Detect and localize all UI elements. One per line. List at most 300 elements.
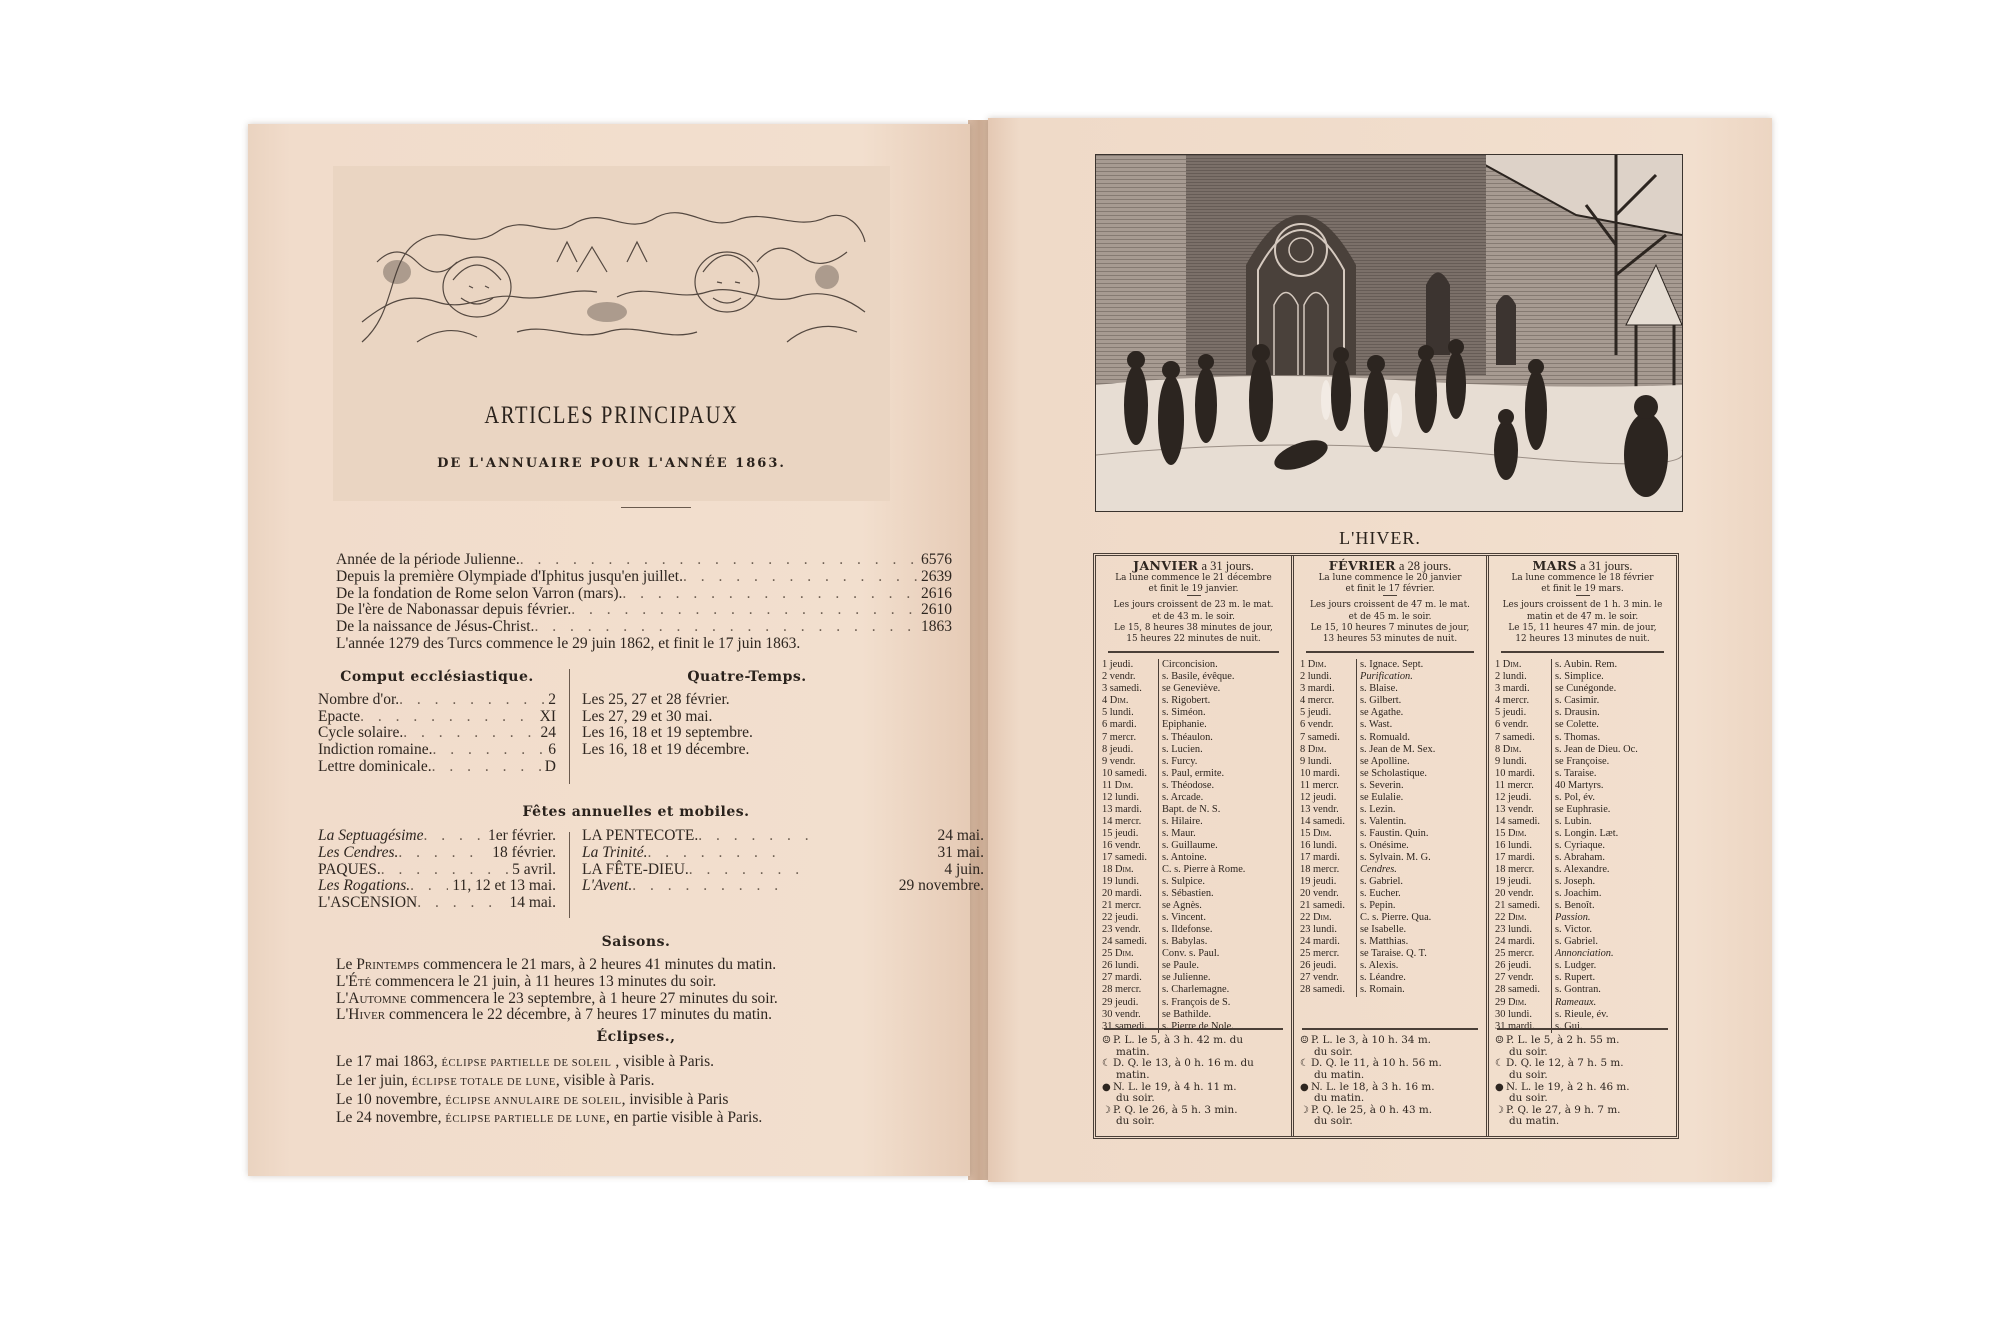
daylight-info: Les jours croissent de 47 m. le mat. et de 45 m. le soir. Le 15, 10 heures 7 minutes de jour, 13 heures 53 minutes de nuit. [1310, 599, 1470, 645]
day-row [1495, 756, 1670, 768]
day-row [1300, 912, 1480, 924]
day-saint: s. Drausin. [1555, 707, 1600, 719]
day-row [1300, 948, 1480, 960]
fete-row: Les Rogations. . . . 11, 12 et 13 mai. [318, 878, 556, 895]
chronology-row: De la naissance de Jésus-Christ. . . . 1863 [336, 619, 952, 636]
comput-row: Nombre d'or. . . . 2 [318, 692, 556, 709]
day-saint: s. Charlemagne. [1162, 984, 1230, 996]
day-row [1495, 780, 1670, 792]
day-date: 17 mardi. [1495, 851, 1535, 863]
day-list [1102, 659, 1285, 1032]
divider [621, 507, 691, 508]
quatre-temps-item: Les 16, 18 et 19 décembre. [582, 741, 750, 759]
eclipse-kind: ÉCLIPSE PARTIELLE DE SOLEIL [441, 1058, 612, 1069]
day-saint: se Paule. [1162, 960, 1199, 972]
moon-phase: ☺ P. L. le 3, à 10 h. 34 m. du soir. [1300, 1034, 1431, 1058]
day-date: 17 mardi. [1300, 851, 1340, 863]
day-saint: s. Cyriaque. [1555, 839, 1605, 851]
day-row [1495, 768, 1670, 780]
day-row [1495, 695, 1670, 707]
day-row [1102, 744, 1285, 756]
day-saint: s. Longin. Læt. [1555, 827, 1619, 839]
month-days-count: a 28 jours. [1398, 559, 1452, 573]
saison-line: Le Printemps commencera le 21 mars, à 2 heures 41 minutes du matin. [336, 956, 777, 973]
day-saint: s. Lubin. [1555, 815, 1592, 827]
day-row [1495, 960, 1670, 972]
day-row [1102, 936, 1285, 948]
chronology-row: Année de la période Julienne. . . . 6576 [336, 552, 952, 569]
eclipses-list [336, 1054, 952, 1129]
moon-phase: ☽ P. Q. le 26, à 5 h. 3 min. du soir. [1102, 1103, 1238, 1128]
day-saint: s. Faustin. Quin. [1360, 827, 1429, 839]
day-date: 19 jeudi. [1495, 876, 1532, 888]
day-date: 24 mardi. [1300, 936, 1340, 948]
day-date: 8 Dim. [1495, 743, 1522, 755]
day-date: 8 jeudi. [1102, 743, 1134, 755]
moon-phase: ● N. L. le 19, à 2 h. 46 m. du soir. [1495, 1080, 1630, 1105]
day-saint: s. Matthias. [1360, 936, 1409, 948]
day-date: 16 lundi. [1300, 839, 1337, 851]
day-date: 28 samedi. [1495, 984, 1541, 996]
day-saint: se Geneviève. [1162, 683, 1221, 695]
last-quarter-icon: ☾ [1495, 1058, 1504, 1070]
day-saint: 40 Martyrs. [1555, 779, 1604, 791]
day-saint: se Cunégonde. [1555, 683, 1617, 695]
day-date: 13 mardi. [1102, 803, 1142, 815]
comput-row: Lettre dominicale. . . . D [318, 759, 556, 776]
day-row [1300, 695, 1480, 707]
day-row [1495, 816, 1670, 828]
day-date: 8 Dim. [1300, 743, 1327, 755]
day-row [1102, 804, 1285, 816]
day-saint: s. Ludger. [1555, 960, 1597, 972]
new-moon-icon: ● [1300, 1081, 1309, 1093]
day-date: 21 samedi. [1495, 900, 1541, 912]
saison-line: L'Été commencera le 21 juin, à 11 heures 13 minutes du soir. [336, 972, 717, 990]
month-header [1300, 560, 1480, 572]
right-page [988, 118, 1772, 1182]
day-date: 1 Dim. [1300, 659, 1327, 671]
day-saint: s. Gui. [1555, 1020, 1583, 1032]
day-row [1300, 792, 1480, 804]
day-saint: s. Hilaire. [1162, 815, 1203, 827]
day-saint: Annonciation. [1555, 948, 1614, 960]
day-saint: se Colette. [1555, 719, 1599, 731]
moon-phases [1495, 1028, 1670, 1128]
season-name: Été [348, 972, 372, 990]
day-saint: s. Sulpice. [1162, 876, 1206, 888]
day-row [1495, 792, 1670, 804]
day-row [1495, 888, 1670, 900]
saison-line: L'Hiver commencera le 22 décembre, à 7 heures 17 minutes du matin. [336, 1006, 773, 1024]
day-saint: s. Jean de M. Sex. [1360, 743, 1436, 755]
day-row [1102, 912, 1285, 924]
moon-info: La lune commence le 21 décembre et finit le 19 janvier. [1115, 572, 1272, 595]
day-saint: se Apolline. [1360, 755, 1410, 767]
day-saint: se Scholastique. [1360, 767, 1427, 779]
day-saint: s. Gabriel. [1360, 876, 1403, 888]
day-date: 3 mardi. [1495, 683, 1530, 695]
day-saint: Cendres. [1360, 864, 1397, 876]
day-saint: s. Arcade. [1162, 791, 1204, 803]
day-date: 17 samedi. [1102, 851, 1148, 863]
day-date: 13 vendr. [1300, 803, 1339, 815]
day-row [1102, 840, 1285, 852]
day-row [1495, 912, 1670, 924]
day-saint: s. Théodose. [1162, 779, 1215, 791]
day-row [1300, 960, 1480, 972]
eclipse-kind: ÉCLIPSE ANNULAIRE DE SOLEIL [445, 1095, 622, 1107]
day-saint: s. Wast. [1360, 719, 1393, 731]
day-saint: s. Vincent. [1162, 912, 1206, 924]
day-row [1495, 948, 1670, 960]
day-date: 30 lundi. [1495, 1008, 1532, 1020]
eclipse-line: Le 10 novembre, ÉCLIPSE ANNULAIRE DE SOLEIL, invisible à Paris [336, 1090, 729, 1108]
comput-heading: Comput ecclésiastique. [340, 669, 534, 685]
month-column-fevrier [1291, 556, 1486, 1136]
day-date: 11 Dim. [1102, 779, 1134, 791]
day-saint: s. Alexandre. [1555, 864, 1610, 876]
day-saint: s. Gabriel. [1555, 936, 1598, 948]
book-gutter [968, 120, 990, 1180]
day-row [1102, 732, 1285, 744]
day-saint: s. Gilbert. [1360, 695, 1402, 707]
day-date: 29 Dim. [1495, 996, 1527, 1008]
day-row [1495, 876, 1670, 888]
day-saint: s. Lezin. [1360, 803, 1396, 815]
first-quarter-icon: ☽ [1300, 1104, 1309, 1116]
moon-phase: ☾ D. Q. le 11, à 10 h. 56 m. du matin. [1300, 1057, 1442, 1082]
day-date: 27 mardi. [1102, 972, 1142, 984]
day-saint: s. Babylas. [1162, 936, 1208, 948]
day-date: 7 samedi. [1495, 731, 1535, 743]
day-row [1495, 659, 1670, 671]
day-row [1102, 792, 1285, 804]
day-date: 14 mercr. [1102, 815, 1142, 827]
day-date: 24 samedi. [1102, 936, 1148, 948]
day-date: 1 Dim. [1495, 659, 1522, 671]
day-date: 15 jeudi. [1102, 827, 1139, 839]
day-date: 22 jeudi. [1102, 912, 1139, 924]
day-date: 4 mercr. [1300, 695, 1335, 707]
day-row [1300, 828, 1480, 840]
day-row [1495, 719, 1670, 731]
day-row [1102, 768, 1285, 780]
season-name: Hiver [348, 1006, 386, 1024]
day-date: 26 lundi. [1102, 960, 1139, 972]
moon-phases [1102, 1028, 1285, 1128]
last-quarter-icon: ☾ [1300, 1058, 1309, 1070]
day-row [1102, 876, 1285, 888]
day-date: 6 vendr. [1300, 719, 1334, 731]
day-saint: s. Furcy. [1162, 755, 1198, 767]
day-row [1102, 997, 1285, 1009]
day-row [1300, 924, 1480, 936]
day-saint: s. Sylvain. M. G. [1360, 851, 1431, 863]
day-row [1300, 780, 1480, 792]
saisons-heading: Saisons. [601, 934, 671, 950]
day-saint: s. Romuald. [1360, 731, 1410, 743]
column-divider [569, 832, 570, 918]
first-quarter-icon: ☽ [1102, 1104, 1111, 1116]
day-date: 22 Dim. [1300, 912, 1332, 924]
day-saint: s. Onésime. [1360, 839, 1409, 851]
day-row [1300, 744, 1480, 756]
day-row [1102, 780, 1285, 792]
eclipse-kind: ÉCLIPSE PARTIELLE DE LUNE [445, 1114, 607, 1126]
day-row [1102, 828, 1285, 840]
full-moon-icon: ☺ [1300, 1035, 1309, 1047]
day-saint: s. Pepin. [1360, 900, 1396, 912]
day-date: 20 vendr. [1495, 888, 1534, 900]
day-row [1102, 707, 1285, 719]
day-date: 28 mercr. [1102, 984, 1142, 996]
day-saint: Circoncision. [1162, 659, 1218, 671]
quatre-temps-item: Les 16, 18 et 19 septembre. [582, 724, 753, 742]
day-row [1495, 936, 1670, 948]
day-saint: s. Guillaume. [1162, 839, 1218, 851]
day-row [1300, 984, 1480, 996]
day-date: 10 mardi. [1300, 767, 1340, 779]
month-header [1495, 560, 1670, 572]
day-date: 21 samedi. [1300, 900, 1346, 912]
day-date: 19 lundi. [1102, 876, 1139, 888]
day-saint: Conv. s. Paul. [1162, 948, 1220, 960]
day-saint: se Euphrasie. [1555, 803, 1611, 815]
eclipse-line: Le 17 mai 1863, ÉCLIPSE PARTIELLE DE SOLEIL , visible à Paris. [336, 1053, 714, 1070]
quatre-temps-item: Les 25, 27 et 28 février. [582, 690, 730, 708]
fete-row: La Trinité. . . . 31 mai. [582, 845, 984, 862]
day-saint: s. Lucien. [1162, 743, 1203, 755]
day-row [1102, 719, 1285, 731]
day-date: 1 jeudi. [1102, 659, 1134, 671]
day-row [1300, 816, 1480, 828]
day-saint: C. s. Pierre. Qua. [1360, 912, 1432, 924]
moon-phase: ☽ P. Q. le 27, à 9 h. 7 m. du matin. [1495, 1103, 1621, 1128]
day-date: 20 mardi. [1102, 888, 1142, 900]
rule [1306, 651, 1474, 653]
day-date: 11 mercr. [1495, 779, 1534, 791]
chronology-list [336, 552, 952, 653]
rule [1501, 651, 1664, 653]
day-row [1102, 671, 1285, 683]
day-saint: se Agnès. [1162, 900, 1202, 912]
day-saint: se Julienne. [1162, 972, 1211, 984]
day-date: 24 mardi. [1495, 936, 1535, 948]
day-date: 12 jeudi. [1495, 791, 1532, 803]
month-name: MARS [1532, 558, 1578, 573]
day-row [1300, 671, 1480, 683]
moon-phase: ☺ P. L. le 5, à 2 h. 55 m. du soir. [1495, 1034, 1620, 1058]
day-date: 12 jeudi. [1300, 791, 1337, 803]
day-saint: s. Rieule, év. [1555, 1008, 1609, 1020]
day-row [1300, 768, 1480, 780]
day-date: 14 samedi. [1300, 815, 1346, 827]
fete-row: LA PENTECOTE. . . . 24 mai. [582, 828, 984, 845]
day-saint: s. Siméon. [1162, 707, 1206, 719]
day-row [1102, 659, 1285, 671]
day-date: 6 mardi. [1102, 719, 1137, 731]
fete-row: L'ASCENSION . . . 14 mai. [318, 895, 556, 912]
month-column-mars [1486, 556, 1676, 1136]
day-row [1495, 900, 1670, 912]
day-row [1495, 864, 1670, 876]
day-row [1300, 659, 1480, 671]
day-saint: s. Ignace. Sept. [1360, 659, 1424, 671]
day-row [1102, 852, 1285, 864]
day-date: 10 samedi. [1102, 767, 1148, 779]
day-date: 9 lundi. [1300, 755, 1332, 767]
day-row [1495, 804, 1670, 816]
day-row [1300, 707, 1480, 719]
day-saint: s. Severin. [1360, 779, 1404, 791]
new-moon-icon: ● [1102, 1081, 1111, 1093]
day-saint: s. Théaulon. [1162, 731, 1213, 743]
day-saint: s. Ildefonse. [1162, 924, 1213, 936]
day-saint: s. Victor. [1555, 924, 1592, 936]
daylight-info: Les jours croissent de 23 m. le mat. et de 43 m. le soir. Le 15, 8 heures 38 minutes de jour, 15 heures 22 minutes de nuit. [1113, 599, 1274, 645]
fete-row: L'Avent. . . . 29 novembre. [582, 878, 984, 895]
day-date: 27 vendr. [1495, 972, 1534, 984]
day-row [1102, 924, 1285, 936]
day-row [1495, 671, 1670, 683]
day-date: 16 lundi. [1495, 839, 1532, 851]
day-row [1102, 972, 1285, 984]
day-saint: s. Benoît. [1555, 900, 1595, 912]
day-saint: s. Pol, év. [1555, 791, 1596, 803]
day-row [1495, 924, 1670, 936]
header-block [333, 166, 890, 501]
eclipse-kind: ÉCLIPSE TOTALE DE LUNE [411, 1076, 556, 1088]
moon-phases [1300, 1028, 1480, 1128]
new-moon-icon: ● [1495, 1081, 1504, 1093]
day-row [1495, 840, 1670, 852]
day-date: 9 vendr. [1102, 755, 1136, 767]
page-subtitle: DE L'ANNUAIRE POUR L'ANNÉE 1863. [437, 456, 786, 471]
comput-quatre-temps [318, 669, 954, 789]
chronology-row: De l'ère de Nabonassar depuis février. . . . 2610 [336, 602, 952, 619]
day-date: 15 Dim. [1495, 827, 1527, 839]
comput-section [318, 669, 556, 776]
day-date: 5 jeudi. [1495, 707, 1527, 719]
full-moon-icon: ☺ [1495, 1035, 1504, 1047]
day-saint: s. Sébastien. [1162, 888, 1214, 900]
moon-phase: ● N. L. le 19, à 4 h. 11 m. du soir. [1102, 1080, 1237, 1105]
day-date: 2 lundi. [1300, 671, 1332, 683]
day-date: 21 mercr. [1102, 900, 1142, 912]
day-saint: s. Alexis. [1360, 960, 1399, 972]
day-date: 30 vendr. [1102, 1008, 1141, 1020]
day-date: 16 vendr. [1102, 839, 1141, 851]
day-saint: s. Thomas. [1555, 731, 1601, 743]
day-row [1102, 900, 1285, 912]
day-date: 5 jeudi. [1300, 707, 1332, 719]
day-date: 2 vendr. [1102, 671, 1136, 683]
day-row [1495, 828, 1670, 840]
season-name: Automne [348, 989, 407, 1007]
day-row [1102, 888, 1285, 900]
day-row [1300, 900, 1480, 912]
day-date: 7 samedi. [1300, 731, 1340, 743]
day-saint: s. Gontran. [1555, 984, 1601, 996]
day-row [1102, 816, 1285, 828]
day-date: 23 vendr. [1102, 924, 1141, 936]
fete-date: 1er février. [488, 827, 556, 844]
day-row [1495, 732, 1670, 744]
quatre-temps-heading: Quatre-Temps. [687, 669, 807, 685]
dash-divider [1187, 595, 1201, 598]
day-row [1495, 984, 1670, 996]
full-moon-icon: ☺ [1102, 1035, 1111, 1047]
day-saint: s. Rupert. [1555, 972, 1596, 984]
day-row [1102, 683, 1285, 695]
dash-divider [1383, 595, 1397, 598]
day-row [1300, 936, 1480, 948]
day-list [1300, 659, 1480, 996]
day-saint: s. François de S. [1162, 996, 1231, 1008]
day-date: 31 samedi. [1102, 1020, 1148, 1032]
section-title: L'HIVER. [1339, 528, 1421, 548]
month-days-count: a 31 jours. [1201, 559, 1254, 573]
fetes-left-list [318, 828, 556, 912]
day-date: 2 lundi. [1495, 671, 1527, 683]
day-row [1102, 984, 1285, 996]
day-row [1300, 756, 1480, 768]
day-saint: s. Antoine. [1162, 851, 1207, 863]
day-saint: s. Joseph. [1555, 876, 1596, 888]
day-date: 3 samedi. [1102, 683, 1142, 695]
day-row [1300, 852, 1480, 864]
day-row [1495, 997, 1670, 1009]
page-title: ARTICLES PRINCIPAUX [484, 402, 739, 429]
day-saint: Bapt. de N. S. [1162, 803, 1221, 815]
moon-phase: ☽ P. Q. le 25, à 0 h. 43 m. du soir. [1300, 1103, 1433, 1128]
day-saint: s. Joachim. [1555, 888, 1602, 900]
dash-divider [1576, 595, 1590, 598]
day-date: 20 vendr. [1300, 888, 1339, 900]
comput-row: Cycle solaire. . . . 24 [318, 725, 556, 742]
saisons-list [336, 957, 952, 1024]
day-saint: Passion. [1555, 912, 1591, 924]
eclipse-line: Le 24 novembre, ÉCLIPSE PARTIELLE DE LUNE, en partie visible à Paris. [336, 1109, 763, 1127]
day-row [1495, 683, 1670, 695]
first-quarter-icon: ☽ [1495, 1104, 1504, 1116]
day-row [1495, 744, 1670, 756]
month-name: FÉVRIER [1328, 558, 1396, 573]
day-saint: C. s. Pierre à Rome. [1162, 864, 1246, 876]
day-saint: Rameaux. [1555, 996, 1597, 1008]
day-date: 14 samedi. [1495, 815, 1541, 827]
day-row [1300, 732, 1480, 744]
fetes-heading: Fêtes annuelles et mobiles. [522, 804, 750, 820]
day-saint: s. Valentin. [1360, 815, 1407, 827]
day-saint: Purification. [1360, 671, 1413, 683]
day-row [1300, 888, 1480, 900]
day-row [1495, 707, 1670, 719]
moon-phase: ☺ P. L. le 5, à 3 h. 42 m. du matin. [1102, 1034, 1244, 1058]
day-saint: s. Paul, ermite. [1162, 767, 1225, 779]
day-row [1102, 756, 1285, 768]
quatre-temps-section [582, 669, 912, 759]
day-date: 28 samedi. [1300, 984, 1346, 996]
day-saint: s. Léandre. [1360, 972, 1406, 984]
day-saint: s. Simplice. [1555, 671, 1604, 683]
day-date: 25 Dim. [1102, 948, 1134, 960]
month-name: JANVIER [1133, 558, 1199, 573]
left-page [248, 124, 984, 1176]
day-date: 22 Dim. [1495, 912, 1527, 924]
day-saint: se Taraise. Q. T. [1360, 948, 1427, 960]
